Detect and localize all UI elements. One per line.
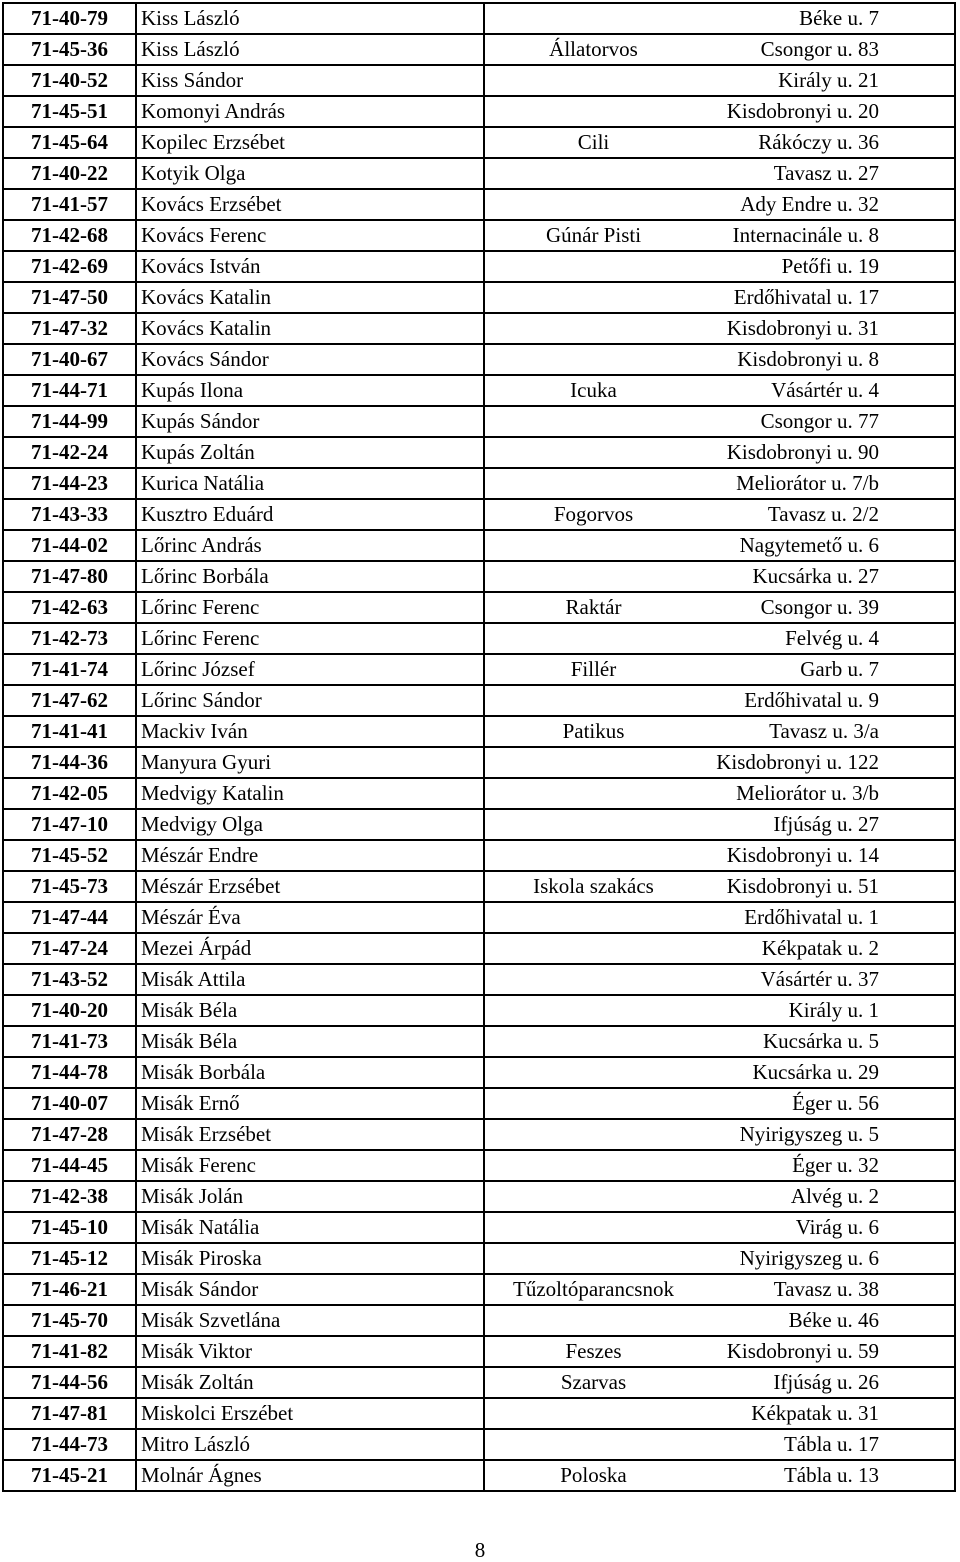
- name-cell: Lőrinc Ferenc: [136, 623, 484, 654]
- address-cell: Kisdobronyi u. 59: [702, 1336, 955, 1367]
- name-cell: Misák Jolán: [136, 1181, 484, 1212]
- phone-number-cell: 71-43-33: [3, 499, 136, 530]
- nickname-cell: [484, 344, 702, 375]
- address-cell: Meliorátor u. 7/b: [702, 468, 955, 499]
- address-cell: Nyirigyszeg u. 6: [702, 1243, 955, 1274]
- nickname-cell: Raktár: [484, 592, 702, 623]
- name-cell: Kovács Ferenc: [136, 220, 484, 251]
- nickname-cell: Fillér: [484, 654, 702, 685]
- nickname-cell: [484, 747, 702, 778]
- name-cell: Kopilec Erzsébet: [136, 127, 484, 158]
- name-cell: Mészár Endre: [136, 840, 484, 871]
- table-row: [3, 96, 955, 127]
- name-cell: Kupás Ilona: [136, 375, 484, 406]
- table-row: [3, 1367, 955, 1398]
- nickname-cell: Icuka: [484, 375, 702, 406]
- address-cell: Ady Endre u. 32: [702, 189, 955, 220]
- table-row: [3, 1212, 955, 1243]
- name-cell: Misák Attila: [136, 964, 484, 995]
- address-cell: Király u. 1: [702, 995, 955, 1026]
- table-row: [3, 716, 955, 747]
- phone-number-cell: 71-42-38: [3, 1181, 136, 1212]
- address-cell: Éger u. 56: [702, 1088, 955, 1119]
- address-cell: Kisdobronyi u. 31: [702, 313, 955, 344]
- name-cell: Misák Ernő: [136, 1088, 484, 1119]
- nickname-cell: Szarvas: [484, 1367, 702, 1398]
- address-cell: Kisdobronyi u. 90: [702, 437, 955, 468]
- phone-number-cell: 71-47-28: [3, 1119, 136, 1150]
- address-cell: Vásártér u. 37: [702, 964, 955, 995]
- nickname-cell: [484, 313, 702, 344]
- name-cell: Kupás Zoltán: [136, 437, 484, 468]
- address-cell: Felvég u. 4: [702, 623, 955, 654]
- table-row: [3, 1336, 955, 1367]
- phone-number-cell: 71-47-80: [3, 561, 136, 592]
- name-cell: Misák Erzsébet: [136, 1119, 484, 1150]
- nickname-cell: [484, 1119, 702, 1150]
- table-row: [3, 654, 955, 685]
- name-cell: Misák Piroska: [136, 1243, 484, 1274]
- name-cell: Medvigy Olga: [136, 809, 484, 840]
- nickname-cell: [484, 1398, 702, 1429]
- table-row: [3, 778, 955, 809]
- table-row: [3, 809, 955, 840]
- phone-number-cell: 71-47-81: [3, 1398, 136, 1429]
- phone-number-cell: 71-40-20: [3, 995, 136, 1026]
- nickname-cell: [484, 158, 702, 189]
- nickname-cell: [484, 65, 702, 96]
- name-cell: Kovács Sándor: [136, 344, 484, 375]
- name-cell: Miskolci Erszébet: [136, 1398, 484, 1429]
- phone-number-cell: 71-45-70: [3, 1305, 136, 1336]
- table-row: [3, 3, 955, 34]
- table-row: [3, 1305, 955, 1336]
- address-cell: Kisdobronyi u. 14: [702, 840, 955, 871]
- phone-number-cell: 71-41-57: [3, 189, 136, 220]
- nickname-cell: [484, 282, 702, 313]
- address-cell: Béke u. 7: [702, 3, 955, 34]
- nickname-cell: [484, 1429, 702, 1460]
- phone-number-cell: 71-44-99: [3, 406, 136, 437]
- nickname-cell: [484, 1305, 702, 1336]
- phone-number-cell: 71-44-71: [3, 375, 136, 406]
- address-cell: Kucsárka u. 29: [702, 1057, 955, 1088]
- nickname-cell: [484, 96, 702, 127]
- address-cell: Kisdobronyi u. 20: [702, 96, 955, 127]
- directory-body: [3, 3, 955, 1491]
- address-cell: Tavasz u. 27: [702, 158, 955, 189]
- address-cell: Csongor u. 77: [702, 406, 955, 437]
- name-cell: Kotyik Olga: [136, 158, 484, 189]
- name-cell: Misák Natália: [136, 1212, 484, 1243]
- table-row: [3, 530, 955, 561]
- address-cell: Ifjúság u. 27: [702, 809, 955, 840]
- table-row: [3, 1398, 955, 1429]
- address-cell: Erdőhivatal u. 9: [702, 685, 955, 716]
- address-cell: Király u. 21: [702, 65, 955, 96]
- nickname-cell: [484, 561, 702, 592]
- phone-number-cell: 71-42-63: [3, 592, 136, 623]
- phone-number-cell: 71-40-07: [3, 1088, 136, 1119]
- address-cell: Tavasz u. 2/2: [702, 499, 955, 530]
- table-row: [3, 499, 955, 530]
- name-cell: Komonyi András: [136, 96, 484, 127]
- nickname-cell: [484, 437, 702, 468]
- address-cell: Ifjúság u. 26: [702, 1367, 955, 1398]
- nickname-cell: [484, 1181, 702, 1212]
- name-cell: Mészár Éva: [136, 902, 484, 933]
- phone-number-cell: 71-47-50: [3, 282, 136, 313]
- table-row: [3, 127, 955, 158]
- phone-number-cell: 71-45-64: [3, 127, 136, 158]
- table-row: [3, 468, 955, 499]
- name-cell: Kiss László: [136, 34, 484, 65]
- phone-number-cell: 71-45-51: [3, 96, 136, 127]
- nickname-cell: Tűzoltóparancsnok: [484, 1274, 702, 1305]
- nickname-cell: [484, 251, 702, 282]
- nickname-cell: Feszes: [484, 1336, 702, 1367]
- name-cell: Misák Béla: [136, 995, 484, 1026]
- name-cell: Misák Ferenc: [136, 1150, 484, 1181]
- phone-number-cell: 71-44-36: [3, 747, 136, 778]
- table-row: [3, 995, 955, 1026]
- nickname-cell: [484, 840, 702, 871]
- nickname-cell: Gúnár Pisti: [484, 220, 702, 251]
- name-cell: Medvigy Katalin: [136, 778, 484, 809]
- phone-number-cell: 71-40-79: [3, 3, 136, 34]
- name-cell: Mitro László: [136, 1429, 484, 1460]
- table-row: [3, 902, 955, 933]
- phone-number-cell: 71-42-68: [3, 220, 136, 251]
- table-row: [3, 251, 955, 282]
- table-row: [3, 623, 955, 654]
- phone-number-cell: 71-44-02: [3, 530, 136, 561]
- phone-number-cell: 71-41-73: [3, 1026, 136, 1057]
- address-cell: Garb u. 7: [702, 654, 955, 685]
- name-cell: Misák Borbála: [136, 1057, 484, 1088]
- address-cell: Csongor u. 39: [702, 592, 955, 623]
- name-cell: Kiss László: [136, 3, 484, 34]
- name-cell: Kovács Katalin: [136, 282, 484, 313]
- table-row: [3, 1088, 955, 1119]
- name-cell: Misák Szvetlána: [136, 1305, 484, 1336]
- name-cell: Lőrinc Ferenc: [136, 592, 484, 623]
- table-row: [3, 592, 955, 623]
- address-cell: Virág u. 6: [702, 1212, 955, 1243]
- nickname-cell: [484, 902, 702, 933]
- address-cell: Vásártér u. 4: [702, 375, 955, 406]
- phone-number-cell: 71-40-52: [3, 65, 136, 96]
- table-row: [3, 313, 955, 344]
- address-cell: Alvég u. 2: [702, 1181, 955, 1212]
- phone-number-cell: 71-43-52: [3, 964, 136, 995]
- table-row: [3, 1274, 955, 1305]
- address-cell: Tábla u. 17: [702, 1429, 955, 1460]
- name-cell: Kovács Erzsébet: [136, 189, 484, 220]
- table-row: [3, 189, 955, 220]
- table-row: [3, 282, 955, 313]
- table-row: [3, 1181, 955, 1212]
- nickname-cell: [484, 1088, 702, 1119]
- table-row: [3, 840, 955, 871]
- nickname-cell: [484, 3, 702, 34]
- phone-number-cell: 71-42-69: [3, 251, 136, 282]
- address-cell: Internacinále u. 8: [702, 220, 955, 251]
- address-cell: Kucsárka u. 27: [702, 561, 955, 592]
- phone-number-cell: 71-45-52: [3, 840, 136, 871]
- table-row: [3, 344, 955, 375]
- phone-number-cell: 71-46-21: [3, 1274, 136, 1305]
- phone-number-cell: 71-47-32: [3, 313, 136, 344]
- phone-number-cell: 71-47-44: [3, 902, 136, 933]
- address-cell: Nagytemető u. 6: [702, 530, 955, 561]
- nickname-cell: Patikus: [484, 716, 702, 747]
- table-row: [3, 1460, 955, 1491]
- address-cell: Kékpatak u. 2: [702, 933, 955, 964]
- phone-number-cell: 71-45-36: [3, 34, 136, 65]
- table-row: [3, 964, 955, 995]
- address-cell: Kisdobronyi u. 8: [702, 344, 955, 375]
- nickname-cell: [484, 685, 702, 716]
- address-cell: Tavasz u. 38: [702, 1274, 955, 1305]
- name-cell: Lőrinc József: [136, 654, 484, 685]
- name-cell: Kovács István: [136, 251, 484, 282]
- phone-number-cell: 71-45-21: [3, 1460, 136, 1491]
- name-cell: Misák Sándor: [136, 1274, 484, 1305]
- phone-number-cell: 71-41-82: [3, 1336, 136, 1367]
- table-row: [3, 1026, 955, 1057]
- address-cell: Rákóczy u. 36: [702, 127, 955, 158]
- phone-number-cell: 71-40-22: [3, 158, 136, 189]
- nickname-cell: [484, 809, 702, 840]
- phone-directory-table: [2, 2, 956, 1492]
- name-cell: Lőrinc Borbála: [136, 561, 484, 592]
- name-cell: Manyura Gyuri: [136, 747, 484, 778]
- nickname-cell: Állatorvos: [484, 34, 702, 65]
- nickname-cell: [484, 964, 702, 995]
- phone-number-cell: 71-44-56: [3, 1367, 136, 1398]
- phone-number-cell: 71-44-23: [3, 468, 136, 499]
- name-cell: Kiss Sándor: [136, 65, 484, 96]
- nickname-cell: Poloska: [484, 1460, 702, 1491]
- name-cell: Misák Viktor: [136, 1336, 484, 1367]
- phone-number-cell: 71-45-10: [3, 1212, 136, 1243]
- phone-number-cell: 71-41-41: [3, 716, 136, 747]
- nickname-cell: Iskola szakács: [484, 871, 702, 902]
- address-cell: Kékpatak u. 31: [702, 1398, 955, 1429]
- table-row: [3, 747, 955, 778]
- nickname-cell: Fogorvos: [484, 499, 702, 530]
- phone-number-cell: 71-41-74: [3, 654, 136, 685]
- address-cell: Béke u. 46: [702, 1305, 955, 1336]
- address-cell: Nyirigyszeg u. 5: [702, 1119, 955, 1150]
- nickname-cell: [484, 406, 702, 437]
- table-row: [3, 220, 955, 251]
- table-row: [3, 1429, 955, 1460]
- address-cell: Kucsárka u. 5: [702, 1026, 955, 1057]
- nickname-cell: [484, 778, 702, 809]
- phone-number-cell: 71-47-10: [3, 809, 136, 840]
- nickname-cell: [484, 1212, 702, 1243]
- table-row: [3, 437, 955, 468]
- nickname-cell: [484, 1026, 702, 1057]
- phone-number-cell: 71-44-78: [3, 1057, 136, 1088]
- address-cell: Éger u. 32: [702, 1150, 955, 1181]
- phone-number-cell: 71-44-45: [3, 1150, 136, 1181]
- name-cell: Kusztro Eduárd: [136, 499, 484, 530]
- address-cell: Kisdobronyi u. 122: [702, 747, 955, 778]
- address-cell: Csongor u. 83: [702, 34, 955, 65]
- table-row: [3, 375, 955, 406]
- name-cell: Lőrinc Sándor: [136, 685, 484, 716]
- nickname-cell: [484, 1057, 702, 1088]
- phone-number-cell: 71-47-24: [3, 933, 136, 964]
- phone-number-cell: 71-42-05: [3, 778, 136, 809]
- table-row: [3, 933, 955, 964]
- name-cell: Kupás Sándor: [136, 406, 484, 437]
- phone-number-cell: 71-44-73: [3, 1429, 136, 1460]
- table-row: [3, 685, 955, 716]
- nickname-cell: Cili: [484, 127, 702, 158]
- table-row: [3, 65, 955, 96]
- address-cell: Tavasz u. 3/a: [702, 716, 955, 747]
- name-cell: Mackiv Iván: [136, 716, 484, 747]
- table-row: [3, 1243, 955, 1274]
- name-cell: Misák Zoltán: [136, 1367, 484, 1398]
- nickname-cell: [484, 933, 702, 964]
- table-row: [3, 34, 955, 65]
- phone-number-cell: 71-42-73: [3, 623, 136, 654]
- name-cell: Mezei Árpád: [136, 933, 484, 964]
- table-row: [3, 1119, 955, 1150]
- address-cell: Erdőhivatal u. 17: [702, 282, 955, 313]
- nickname-cell: [484, 995, 702, 1026]
- name-cell: Kurica Natália: [136, 468, 484, 499]
- address-cell: Kisdobronyi u. 51: [702, 871, 955, 902]
- table-row: [3, 1057, 955, 1088]
- table-row: [3, 871, 955, 902]
- name-cell: Mészár Erzsébet: [136, 871, 484, 902]
- nickname-cell: [484, 530, 702, 561]
- phone-number-cell: 71-42-24: [3, 437, 136, 468]
- phone-number-cell: 71-45-12: [3, 1243, 136, 1274]
- address-cell: Petőfi u. 19: [702, 251, 955, 282]
- address-cell: Erdőhivatal u. 1: [702, 902, 955, 933]
- name-cell: Misák Béla: [136, 1026, 484, 1057]
- name-cell: Lőrinc András: [136, 530, 484, 561]
- phone-number-cell: 71-40-67: [3, 344, 136, 375]
- table-row: [3, 158, 955, 189]
- nickname-cell: [484, 623, 702, 654]
- nickname-cell: [484, 468, 702, 499]
- table-row: [3, 561, 955, 592]
- nickname-cell: [484, 1243, 702, 1274]
- nickname-cell: [484, 189, 702, 220]
- name-cell: Kovács Katalin: [136, 313, 484, 344]
- table-row: [3, 406, 955, 437]
- address-cell: Tábla u. 13: [702, 1460, 955, 1491]
- page-number: 8: [474, 1538, 486, 1562]
- name-cell: Molnár Ágnes: [136, 1460, 484, 1491]
- address-cell: Meliorátor u. 3/b: [702, 778, 955, 809]
- table-row: [3, 1150, 955, 1181]
- phone-number-cell: 71-45-73: [3, 871, 136, 902]
- nickname-cell: [484, 1150, 702, 1181]
- phone-number-cell: 71-47-62: [3, 685, 136, 716]
